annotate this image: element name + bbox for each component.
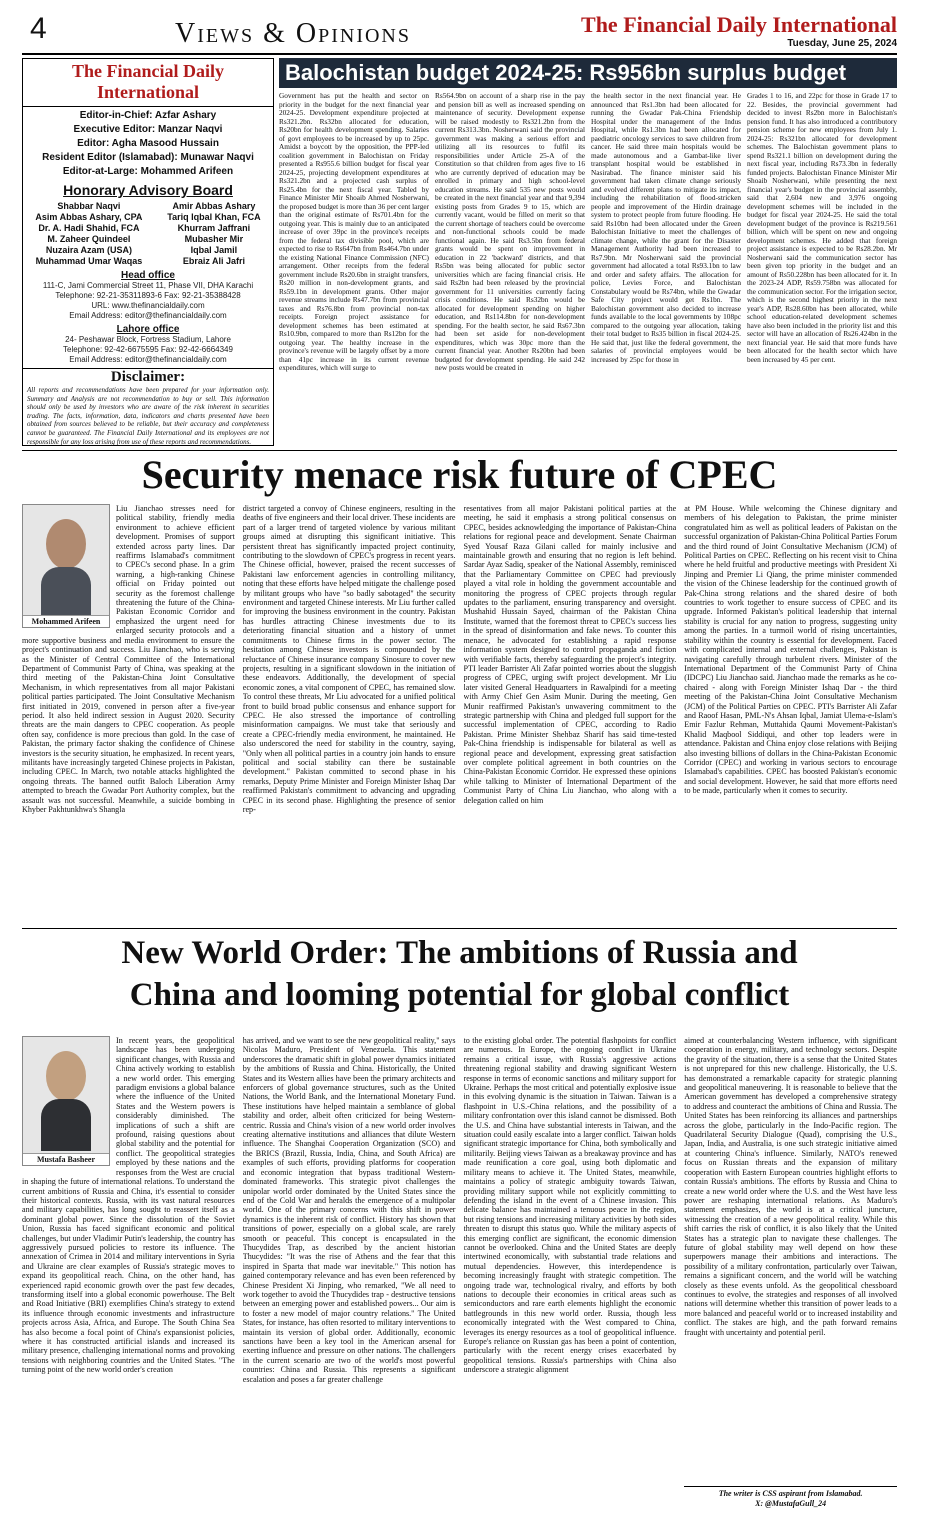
article-column: In recent years, the geopolitical landscape has been undergoing significant changes, with Russia and China actively working to establish a new world order. This emerging paradigm envisions a global balance where the influence of the United States and the Western powers is considerably diminished. The implications of such a shift are profound, raising questions about global stability and the potential for conflict. The geopolitical strategies employed by these nations and the responses from the West are crucial in shaping the future of international relations. To understand the current ambitions of Russia and China, it's essential to consider their historical contexts. Russia, with its vast natural resources and military capabilities, has long sought to reassert itself as a dominant global power. Since the dissolution of the Soviet Union, Russia has faced significant economic and political challenges, but under Vladimir Putin's leadership, the country has aggressively pursued policies to restore its influence. The annexation of Crimea in 2014 and military interventions in Syria and Ukraine are clear examples of Russia's strategic moves to expand its geopolitical reach. China, on the other hand, has experienced rapid economic growth over the past few decades, transforming itself into a global economic powerhouse. The Belt and Road Initiative (BRI) exemplifies China's strategy to extend its influence through economic investments and infrastructure projects across Asia, Africa, and Europe. The South China Sea has also become a focal point of China's expansionist policies, where it has constructed artificial islands and increased its military presence, challenging international norms and provoking tensions with neighboring countries and the United States. "The turning point of the new world order's creation [22,1036,235,1375]
article-column: has arrived, and we want to see the new geopolitical reality," says Nicolas Maduro, President of Venezuela. This statement underscores the dramatic shift in global power dynamics initiated by the ambitions of Russia and China. Historically, the United States and its Western allies have been the primary architects and enforcers of global governance structures, such as the United Nations, the World Bank, and the International Monetary Fund. These institutions have helped maintain a semblance of global stability and order, albeit often criticized for being Western-centric. Russia and China's vision of a new world order involves creating alternative institutions and alliances that dilute Western influence. The Shanghai Cooperation Organization (SCO) and the BRICS (Brazil, Russia, India, China, and South Africa) are examples of such efforts, providing platforms for cooperation and economic integration that bypass traditional Western-dominated frameworks. This strategic pivot challenges the unipolar world order dominated by the United States since the end of the Cold War and heralds the emergence of a multipolar world. One of the primary concerns with this shift in power dynamics is the inherent risk of conflict. History has shown that transitions of power, especially on a global scale, are rarely smooth or peaceful. This concept is encapsulated in the Thucydides Trap, as described by the ancient historian Thucydides: "It was the rise of Athens and the fear that this inspired in Sparta that made war inevitable." This notion has gained contemporary relevance and has even been referenced by Chinese President Xi Jinping, who remarked, "We all need to work together to avoid the Thucydides trap - destructive tensions between an emerging power and established powers... Our aim is to foster a new model of major country relations." The United States, for instance, has often resorted to military interventions to maintain its version of global order. Additionally, economic sanctions have been a key tool in the American arsenal for exerting influence and pressure on other nations. The challengers in the current scenario are two of the world's most powerful countries: China and Russia. This represents a significant escalation and poses a far greater challenge [242,1036,456,1384]
section-divider [22,450,897,451]
article-column: resentatives from all major Pakistani political parties at the meeting, he said it emphasis a strong political consensus on CPEC, besides acknowledging the importance of Pakistan-China relations for regional peace and development. Senate Chairman Syed Yousaf Raza Gilani called for mainly inclusive and maintainable growth and ensuring that no region is left behind. Sardar Ayaz Sadiq, speaker of the National Assembly, reminisced that the Parliamentary Committee on CPEC had previously played a vital role in holding the government accountable and monitoring the progress of CPEC projects through regular updates to the parliament, ensuring transparency and oversight. Mushahid Hussain Sayed, chairman of the Pakistan China Institute, warned that the foremost threat to CPEC's success lies in the spread of disinformation and fake news. To counter this menace, he advocated for establishing a rapid response information system designed to control propaganda and fiction with verifiable facts, thereby safeguarding the project's integrity. PTI leader Barrister Ali Zafar pointed worries about the sluggish progress of CPEC, urging swift project development. Mr Liu later visited General Headquarters in Rawalpindi for a meeting with Army Chief Gen Asim Munir. During the meeting, Gen Munir reaffirmed Pakistan's unwavering commitment to the strategic partnership with China and pledged full support for the successful implementation of CPEC, according to Radio Pakistan. Prime Minister Shehbaz Sharif has said time-tested Pak-China friendship is indispensable for bilateral as well as regional peace and development, expressing great satisfaction over complete political agreement in both countries on the China-Pakistan Economic Corridor. He expressed these opinions while talking to Minister of International Department of the Communist Party of China Liu Jianchao, who along with a delegation called on him [463,504,677,805]
masthead-title: The Financial Daily International [23,59,273,107]
advisor-name: Ebraiz Ali Jafri [182,256,246,266]
nwo-article [22,1036,897,1508]
author-photo [22,504,110,628]
article-column: the health sector in the next financial year. He announced that Rs1.3bn had been allocated for running the Gwadar Pak-China Friendship Hospital under the management of the Indus Hospital, while Rs1.3bn had been allocated for paediatric oncology services to save children from cancer. He said three main hospitals would be made autonomous and a Gambat-like liver transplant hospital would be established in Nasirabad. The finance minister said his government had taken climate change seriously and evolved different plans to mitigate its impact, including the rehabilitation of flood-stricken people and improvement of the Hirdin drainage system to protect people from future flooding. He said Rs10bn had been allocated under the Green Balochistan Initiative to meet the challenges of climate change, while the grant for the Disaster Management Authority had been increased to Rs7.9bn. Mr Nosherwani said the provincial government had allocated a total Rs93.1bn to law and order and safety affairs. The allocation for police, Levies Force, and Balochistan Constabulary would be Rs74bn, while the Gwadar Safe City project would get Rs1bn. The Balochistan government also decided to increase funds available to the local governments by 108pc compared to the outgoing year allocation, taking their total budget to Rs35 billion in fiscal 2024-25. He said that, just like the federal government, the salaries of provincial employees would be increased by 25pc for those in [591,92,741,364]
advisor-name: Asim Abbas Ashary, CPA [35,212,143,222]
author-suit-icon [41,567,91,615]
cpec-article [22,504,897,924]
address-line: Telephone: 92-42-6675595 Fax: 92-42-6664349 [63,345,233,354]
article-column: at PM House. While welcoming the Chinese dignitary and members of his delegation to Pakistan, the prime minister congratulated him as well as political leaders of Pakistan on the successful organization of Pakistan-China Political Parties Forum and the third round of Joint Consultative Mechanism (JCM) of Political Parties on CPEC. Reflecting on his recent visit to China where he held fruitful and productive meetings with President Xi Jinping and Premier Li Qiang, the prime minister commended the vision of the Chinese leadership for the continued growth of Pak-China strong relations and the shared desire of both countries to work together to ensure success of CPEC and its upgrade. Informed Pakistan's political leadership that internal stability is crucial for any nation to progress, suggesting unity among the parties. In a turmoil world of rising uncertainties, stability within the country is essential for development. Faced with complicated internal and external challenges, Pakistan is navigating carefully through turbulent rivers. Minister of the International Department of the Communist Party of China (IDCPC) Liu Jianchao said. Jianchao made the remarks as he co-chaired - along with Foreign Minister Ishaq Dar - the third meeting of the Pakistan-China Joint Consultative Mechanism (JCM) of the Political Parties on CPEC. PTI's Barrister Ali Zafar and Raoof Hasan, PML-N's Ahsan Iqbal, Jamiat Ulema-e-Islam's Emir Fazlur Rehman, Muttahida Qaumi Movement-Pakistan's Khalid Maqbool Siddiqui, and other top leaders were in attendance. Pakistan and China enjoy close relations with Beijing also investing billions of dollars in the China-Pakistan Economic Corridor (CPEC) and working in various sectors to encourage Islamabad's capabilities. CPEC has boosted Pakistan's economic and social development. However, he said that more efforts need to be made, particularly when it comes to security. [684,504,897,796]
author-face-icon [46,519,86,569]
editor-line: Executive Editor: Manzar Naqvi [73,124,223,135]
lahore-office-label: Lahore office [116,324,180,335]
address-line: Email Address: editor@thefinancialdaily.com [69,355,227,364]
nwo-headline [22,932,897,1016]
header-rule [22,53,897,55]
editor-line: Editor-at-Large: Mohammed Arifeen [62,166,234,177]
brand-name: The Financial Daily International [581,12,897,37]
page-number: 4 [30,12,47,45]
masthead-box [22,58,274,446]
advisory-board-title: Honorary Advisory Board [63,182,233,198]
article-column: to the existing global order. The potential flashpoints for conflict are numerous. In Europe, the ongoing conflict in Ukraine remains a critical issue, with Russia's aggressive actions threatening regional stability and drawing significant Western response in terms of economic sanctions and military support for Ukraine. Perhaps the most critical and potentially explosive issue in this evolving dynamic is the situation in Taiwan. Taiwan is a flashpoint in U.S.-China relations, and the possibility of a military confrontation over this island cannot be dismissed. Both the U.S. and China have substantial interests in Taiwan, and the situation could easily escalate into a larger conflict. Taiwan holds significant strategic importance for China, both symbolically and militarily. Beijing views Taiwan as a breakaway province and has made reunification a core goal, using both diplomatic and military means to achieve it. The United States, meanwhile, maintains a policy of strategic ambiguity towards Taiwan, providing military support while not explicitly committing to defending the island in the event of a Chinese invasion. This delicate balance has maintained a tenuous peace in the region, but rising tensions and increasing military activities by both sides threaten to disrupt this status quo. While the military aspects of this emerging conflict are significant, the economic dimension cannot be overlooked. China and the United States are deeply intertwined economically, with substantial trade relations and mutual dependencies. However, this interdependence is becoming increasingly fraught with strategic competition. The ongoing trade war, technological rivalry, and efforts by both nations to decouple their economies in critical areas such as semiconductors and rare earth elements highlight the economic battlegrounds in this new world order. Russia, though less economically integrated with the West compared to China, leverages its energy resources as a tool of geopolitical influence. Europe's reliance on Russian gas has been a point of contention, particularly with the recent energy crises exacerbated by geopolitical tensions. Russia's partnerships with China also underscore a strategic alignment [463,1036,677,1375]
head-office-label: Head office [121,270,175,281]
author-caption: Mustafa Basheer [23,1153,109,1165]
author-face-icon [46,1051,86,1101]
advisor-name: Mubasher Mir [184,234,244,244]
section-title: Views & Opinions [175,18,411,49]
cpec-headline: Security menace risk future of CPEC [141,452,778,497]
writer-line: The writer is CSS aspirant from Islamabad. [718,1489,863,1499]
author-photo [22,1036,110,1166]
author-suit-icon [41,1099,91,1151]
article-column: district targeted a convoy of Chinese engineers, resulting in the deaths of five engineers and their local driver. These incidents are part of a larger trend of targeted violence by various militant groups aimed at disrupting this significant initiative. This persistent threat has significantly impacted project continuity, contributing to the slowdown of CPEC's progress in recent years. The Chinese official, however, praised the recent successes of Pakistani law enforcement agencies in controlling militancy, noting that these efforts have helped mitigate the challenge posed by militant groups who have "so badly sabotaged" the security environment and targeted Chinese interests. Mr Liu further called for improving the business environment in the country. Pakistan has hurdles attracting Chinese investments due to its deteriorating financial situation and a history of unmet commitments to Chinese firms in the power sector. The hesitation among Chinese investors is compounded by the reluctance of Chinese insurance company Sinosure to cover new projects, resulting in a significant slowdown in the initiation of these endeavors. Additionally, the development of special economic zones, a vital component of CPEC, has remained slow. To control these threats, Mr Liu advocated for a unified political front to build broad public consensus and enhance support for CPEC. He also stressed the importance of controlling misinformation campaigns. We must take that seriously and create a CPEC-friendly media environment, he maintained. He also underscored the need for stability in the country, saying, "Only when all political parties in a country join hands to ensure political and social stability can there be sustainable development." Pakistan committed to second phase in his remarks, Deputy Prime Minister and Foreign Minister Ishaq Dar reaffirmed Pakistan's commitment to advancing and upgrading CPEC in its second phase. Highlighting the presence of senior rep- [242,504,456,814]
address-line: Email Address: editor@thefinancialdaily.com [69,311,227,320]
advisor-name: Muhammad Umar Waqas [35,256,143,266]
address-line: Telephone: 92-21-35311893-6 Fax: 92-21-35388428 [55,291,241,300]
article-column: Rs564.9bn on account of a sharp rise in the pay and pension bill as well as increased spending on maintenance of security. Development expense will be raised modestly to Rs321.2bn from the current Rs313.3bn. Nosherwani said the provincial government was making a serious effort and utilizing all its resources to fulfil its responsibilities under Article 25-A of the Constitution so that children from ages five to 16 who are currently deprived of education may be enrolled in primary and high school-level education streams. He said 535 new posts would be created in the next financial year and that 9,394 existing posts from Grades 9 to 15, which are currently vacant, would be filled on merit so that the current shortage of teachers could be overcome and non-functional schools could be made functional again. He said Rs3.5bn from federal grants would be spent on improvement in education in 22 'backward' districts, and that Rs5bn was being allocated for public sector universities which are facing financial crisis. He said Rs2bn had been released by the provincial government for 11 universities currently facing crisis conditions. He said Rs32bn would be allocated for development spending on higher education, and Rs114.8bn for non-development spending. For the health sector, he said Rs67.3bn had been set aside for non-development expenditures, which was 30pc more than the current financial year. Another Rs20bn had been budgeted for development spending. He said 242 new posts would be created in [435,92,585,372]
advisor-name: Nuzaira Azam (USA) [45,245,133,255]
advisor-name: M. Zaheer Quindeel [47,234,131,244]
advisor-name: Khurram Jaffrani [177,223,251,233]
article-column: Grades 1 to 16, and 22pc for those in Grade 17 to 22. Besides, the provincial government had decided to invest Rs2bn more in Balochistan's pension fund. It has also introduced a contributory pension scheme for new employees from July 1. 2024-25: Rs321bn allocated for development schemes. The Balochistan government plans to spend Rs321.1 billion on development during the next fiscal year, including Rs73.3bn in federally funded projects. Balochistan Finance Minister Mir Shoaib Nosherwani, while presenting the next financial year's budget in the provincial assembly, said that 2,604 new and 3,976 ongoing development schemes will be included in the budget for fiscal year 2024-25. He said the total development budget of the province is Rs219.561 billion, which will be spent on new and ongoing development schemes. He added that foreign project assistance is expected to be Rs28.2bn. Mr Nosherwani said the communication sector has been given top priority in the budget and an amount of Rs50.228bn has been allocated for it. In the 2023-24 ADP, Rs59.758bn was allocated for the communication sector. For the irrigation sector, which is the second highest priority in the next year's ADP, Rs28.60bn has been allocated, while school education-related development schemes have also been included in the priority list and this sector will have an allocation of Rs26.424bn in the next financial year. He said that more funds have been allocated for the health sector which have been increased by 45 per cent. [747,92,897,364]
page-header [0,0,945,52]
section-divider [22,928,897,929]
advisor-name: Amir Abbas Ashary [172,201,256,211]
article-column: Liu Jianchao stresses need for political stability, friendly media environment to achieve efficient development. Promises of support extended across party lines. Dar reaffirms Islamabad's commitment to CPEC's second phase. In a grim warning, a high-ranking Chinese official on Friday pointed out security as the foremost challenge threatening the future of the China-Pakistan Economic Corridor and emphasized the urgent need for enlarged security protocols and a more supportive business and media environment to ensure the project's continuation and success. Liu Jianchao, who is serving as the Minister of Central Committee of the International Department of Communist Party of China, was speaking at the third meeting of the Pakistan-China Joint Consultative Mechanism, in which representatives from all major Pakistani political parties participated. The Joint Consultative Mechanism first initiated in 2019, convened in person after a five-year period. It also held indirect session in August 2020. Security threats are the main dangers to CPEC cooperation. As people often say, confidence is more precious than gold. In the case of Pakistan, the primary factor shaking the confidence of Chinese investors is the security situation, he emphasized. In recent years, militants have increasingly targeted Chinese projects in Pakistan, including CPEC. In March, two notable attacks highlighted the ongoing threats. The banned outfit Baloch Liberation Army attempted to breach the Gwadar Port Authority complex, but the assault was not successful. Meanwhile, a suicide bombing in Khyber Pakhtunkhwa's Shangla [22,504,235,814]
advisor-name: Dr. A. Hadi Shahid, FCA [38,223,140,233]
disclaimer-title: Disclaimer: [23,368,273,386]
address-line: 111-C, Jami Commercial Street 11, Phase VII, DHA Karachi [42,281,254,290]
article-column: Government has put the health and sector on priority in the budget for the next financial year 2024-25. Development expenditure projected at Rs321.2bn. Rs32bn allocated for education, Rs20bn for health development spending. Salaries of govt employees to be increased by up to 25pc. Amidst a boycott by the opposition, the PPP-led coalition government in Balochistan on Friday presented a Rs955.6 billion budget for fiscal year 2024-25, projecting development expenditures at Rs321.2bn and a projected cash surplus of Rs25.4bn for the next fiscal year. Tabled by Finance Minister Mir Shoaib Ahmed Nosherwani, the proposed budget is more than 36 per cent larger than the original estimate of Rs701.4bn for the outgoing year. This is mainly due to an anticipated increase of over 39pc in the province's receipts from the federal tax divisible pool, which are expected to rise to Rs647bn from Rs464.7bn under the existing National Finance Commission (NFC) arrangement. Other receipts from the federal government include Rs20.6bn in straight transfers, Rs20 million in non-development grants, and Rs59.1bn in development grants. Other major revenue streams include Rs47.7bn from provincial taxes and Rs76.8bn from provincial non-tax receipts. Foreign project assistance for development schemes has been estimated at Rs10.9bn, compared to more than Rs12bn for the outgoing year. The healthy increase in the province's revenue will be largely offset by a more than 41pc increase in its current revenue expenditures, which will surge to [279,92,429,372]
balochistan-headline: Balochistan budget 2024-25: Rs956bn surplus budget [279,58,897,88]
article-column: aimed at counterbalancing Western influence, with significant cooperation in energy, military, and technology sectors. Despite the gravity of the situation, there is a sense that the United States is not unprepared for this new challenge. Historically, the U.S. has demonstrated a remarkable capacity for strategic planning and geopolitical maneuvering. It is reasonable to believe that the American government has developed a comprehensive strategy to address and counteract the ambitions of China and Russia. The United States has been reinforcing its alliances and partnerships across the globe, particularly in the Indo-Pacific region. The Quadrilateral Security Dialogue (Quad), comprising the U.S., Japan, India, and Australia, is one such strategic initiative aimed at countering China's influence. Similarly, NATO's renewed focus on Russian threats and the expansion of military cooperation with Eastern European countries highlight efforts to contain Russia's ambitions. The efforts by Russia and China to create a new world order where the U.S. and the West have less power are reshaping international relations. As Maduro's statement emphasizes, the world is at a critical juncture, witnessing the creation of a new geopolitical reality. While this shift carries the risk of conflict, it is also likely that the United States has a strategic plan to navigate these challenges. The future of global stability may well depend on how these superpowers manage their ambitions and interactions. The possibility of a military confrontation, particularly over Taiwan, remains a significant concern, and the world will be watching closely as these events unfold. As the geopolitical chessboard continues to evolve, the strategies and responses of all involved nations will determine whether this transition of power leads to a more balanced and peaceful world or to increased instability and conflict. The stakes are high, and the path forward remains fraught with uncertainty and potential peril. [684,1036,897,1337]
editor-line: Resident Editor (Islamabad): Munawar Naqvi [42,152,254,163]
editor-line: Editor-in-Chief: Azfar Ashary [79,110,217,121]
advisor-name: Tariq Iqbal Khan, FCA [167,212,261,222]
writer-note [684,1486,897,1508]
nwo-headline-line: China and looming potential for global conflict [129,977,790,1013]
writer-handle: X: @MustafaGull_24 [755,1498,827,1508]
advisor-name: Shabbar Naqvi [57,201,121,211]
editor-line: Editor: Agha Masood Hussain [77,138,219,149]
advisor-name: Iqbal Jamil [190,245,238,255]
issue-date: Tuesday, June 25, 2024 [787,38,897,49]
nwo-headline-line: New World Order: The ambitions of Russia and [121,935,798,971]
address-line: 24- Peshawar Block, Fortress Stadium, Lahore [65,335,231,344]
advisory-board-list [23,201,273,267]
disclaimer-text: All reports and recommendations have been prepared for your information only. Summary and Analysis are not recommendation to buy or sell. This information should only be used by investors who are aware of the risk inherent in securities trading. The facts, information, data, indicators and charts presented have been obtained from sources believed to be reliable, but their accuracy and completeness cannot be guaranteed. The Financial Daily International and its employees are not responsible for any loss arising from use of these reports and recommendations. [27,386,269,446]
address-line: URL: www.thefinancialdaily.com [91,301,205,310]
author-caption: Mohammed Arifeen [23,615,109,627]
balochistan-article [279,58,897,442]
